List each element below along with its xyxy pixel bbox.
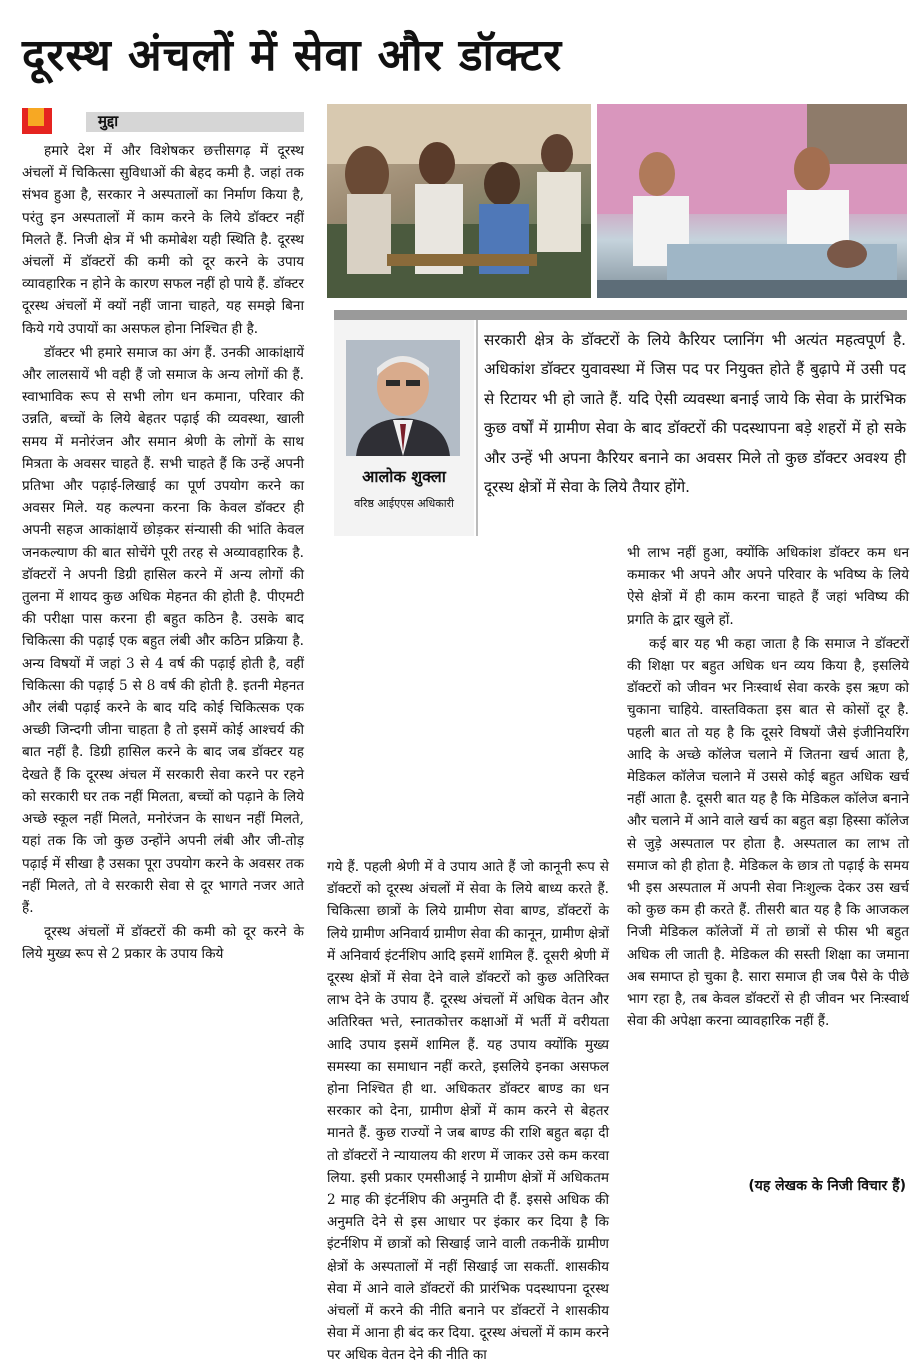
column1-paragraph-1: हमारे देश में और विशेषकर छत्तीसगढ़ में दूरस्थ अंचलों में चिकित्सा सुविधाओं की बेहद कमी है. जहां तक संभव हुआ है, सरकार ने अस्पतालों का निर्माण किया है, परंतु इन अस्पतालों में काम करने के लिये डॉक्टर नहीं मिलते हैं. निजी क्षेत्र में भी कमोबेश यही स्थिति है. दूरस्थ अंचलों में डॉक्टरों की कमी को दूर करने के उपाय व्यावहारिक न होने के कारण सफल नहीं हो पाये हैं. डॉक्टर दूरस्थ अंचलों में क्यों नहीं जाना चाहते, यह समझे बिना किये गये उपायों का असफल होना निश्चित ही है.: [22, 143, 304, 337]
author-name: आलोक शुक्ला: [362, 467, 446, 486]
pull-quote: सरकारी क्षेत्र के डॉक्टरों के लिये कैरियर प्लानिंग भी अत्यंत महत्वपूर्ण है. अधिकांश डॉक्टर युवावस्था में जिस पद पर नियुक्त होते हैं बुढ़ापे में उसी पद से रिटायर भी हो जाते हैं. यदि ऐसी व्यवस्था बनाई जाये कि सेवा के प्रारंभिक कुछ वर्षों में ग्रामीण सेवा के बाद डॉक्टरों की पदस्थापना बड़े शहरों में हो सके और उन्हें भी अपना कैरियर बनाने का अवसर मिले तो कुछ डॉक्टर अवश्य ही दूरस्थ क्षेत्रों में सेवा के लिये तैयार होंगे.: [484, 331, 906, 497]
author-portrait-illustration: [346, 340, 460, 456]
hospital-checkup-illustration: [597, 104, 907, 298]
article-column-1: [22, 140, 304, 968]
article-column-3: [627, 542, 909, 1034]
section-bar: [86, 112, 304, 132]
pull-quote-top-bar: [334, 310, 907, 320]
section-label: मुद्दा: [98, 112, 119, 130]
column1-paragraph-2: डॉक्टर भी हमारे समाज का अंग हैं. उनकी आकांक्षायें और लालसायें भी वही हैं जो समाज के अन्य लोगों की हैं. स्वाभाविक रूप से सभी लोग धन कमाना, परिवार की उन्नति, बच्चों के लिये बेहतर पढ़ाई की व्यवस्था, खाली समय में मनोरंजन और समान श्रेणी के लोगों के साथ मित्रता के अवसर चाहते हैं. सभी चाहते हैं कि उन्हें अपनी प्रतिभा और पढ़ाई-लिखाई का पूर्ण उपयोग करने का अवसर मिले. यह कल्पना करना कि केवल डॉक्टर ही अपनी सहज आकांक्षायें छोड़कर संन्यासी की भांति केवल जनकल्याण की बात सोचेंगे पूरी तरह से अव्यावहारिक है. डॉक्टरों ने अपनी डिग्री हासिल करने में अन्य लोगों की तुलना में शायद कुछ अधिक मेहनत की होती है. पीएमटी की परीक्षा पास करना ही बहुत कठिन है. उसके बाद चिकित्सा की पढ़ाई एक बहुत लंबी और कठिन प्रक्रिया है. अन्य विषयों में जहां 3 से 4 वर्ष की पढ़ाई होती है, वहीं चिकित्सा की पढ़ाई 5 से 8 वर्ष की होती है. इतनी मेहनत और लंबी पढ़ाई करने के बाद यदि कोई चिकित्सक एक अच्छी जिन्दगी जीना चाहता है तो इसमें कोई आश्चर्य की बात नहीं है. डिग्री हासिल करने के बाद जब डॉक्टर यह देखते हैं कि दूरस्थ अंचल में सरकारी सेवा करने पर रहने को सरकारी घर तक नहीं मिलता, बच्चों को पढ़ाने के लिये अच्छे स्कूल नहीं मिलते, मनोरंजन के साधन नहीं मिलते, यहां तक कि जो कुछ उन्होंने अपनी लंबी और जी-तोड़ पढ़ाई में सीखा है उसका पूरा उपयोग करने के अवसर तक नहीं मिलते, तो वे सरकारी सेवा से दूर भागते नजर आते हैं.: [22, 344, 304, 916]
section-tag: [22, 108, 304, 134]
village-health-camp-photo: [327, 104, 591, 298]
article-column-2: [327, 856, 609, 1369]
hospital-checkup-photo: [597, 104, 907, 298]
village-health-camp-illustration: [327, 104, 591, 298]
pull-quote-divider: [476, 320, 478, 536]
column3-paragraph-1: भी लाभ नहीं हुआ, क्योंकि अधिकांश डॉक्टर कम धन कमाकर भी अपने और अपने परिवार के भविष्य के लिये ऐसे क्षेत्रों में ही काम करना चाहते हैं जहां भविष्य की प्रगति के द्वार खुले हों.: [627, 545, 909, 628]
column1-paragraph-3: दूरस्थ अंचलों में डॉक्टरों की कमी को दूर करने के लिये मुख्य रूप से 2 प्रकार के उपाय किये: [22, 924, 304, 963]
column2-paragraph-1: गये हैं. पहली श्रेणी में वे उपाय आते हैं जो कानूनी रूप से डॉक्टरों को दूरस्थ अंचलों में सेवा के लिये बाध्य करते हैं. चिकित्सा छात्रों के लिये ग्रामीण सेवा बाण्ड, डॉक्टरों के लिये ग्रामीण अनिवार्य ग्रामीण सेवा की कानून, ग्रामीण क्षेत्रों में अनिवार्य इंटर्नशिप आदि इसमें शामिल हैं. दूसरी श्रेणी में दूरस्थ क्षेत्रों में सेवा देने वाले डॉक्टरों को कुछ अतिरिक्त लाभ देने के उपाय हैं. दूरस्थ अंचलों में अधिक वेतन और अतिरिक्त भत्ते, स्नातकोत्तर कक्षाओं में भर्ती में वरीयता आदि उपाय इसमें शामिल हैं. यह उपाय क्योंकि मुख्य समस्या का समाधान नहीं करते, इसलिये इनका असफल होना निश्चित ही था. अधिकतर डॉक्टर बाण्ड का धन सरकार को देना, ग्रामीण क्षेत्रों में काम करने से बेहतर मानते हैं. कुछ राज्यों ने जब बाण्ड की राशि बहुत बढ़ा दी तो डॉक्टरों ने न्यायालय की शरण में जाकर उसे कम करवा लिया. इसी प्रकार एमसीआई ने ग्रामीण क्षेत्रों में अधिकतम 2 माह की इंटर्नशिप की अनुमति दी हैं. इससे अधिक की अनुमति देने से इस आधार पर इंकार कर दिया है कि इंटर्नशिप में छात्रों को सिखाई जाने वाली तकनीकें ग्रामीण क्षेत्रों के अस्पतालों में नहीं सिखाई जा सकतीं. शासकीय सेवा में आने वाले डॉक्टरों की प्रारंभिक पदस्थापना दूरस्थ अंचलों में करने की नीति बनाने पर डॉक्टरों ने शासकीय सेवा में आना ही बंद कर दिया. दूरस्थ अंचलों में काम करने पर अधिक वेतन देने की नीति का: [327, 859, 609, 1364]
author-role: वरिष्ठ आईएएस अधिकारी: [354, 497, 454, 510]
author-portrait: [346, 340, 460, 456]
author-disclaimer: (यह लेखक के निजी विचार हैं): [748, 1178, 906, 1194]
section-marker-orange: [28, 108, 44, 126]
article-headline: दूरस्थ अंचलों में सेवा और डॉक्टर: [22, 30, 563, 81]
column3-paragraph-2: कई बार यह भी कहा जाता है कि समाज ने डॉक्टरों की शिक्षा पर बहुत अधिक धन व्यय किया है, इसलिये डॉक्टरों को जीवन भर निःस्वार्थ सेवा करके इस ऋण को चुकाना चाहिये. वास्तविकता इस बात से कोसों दूर है. पहली बात तो यह है कि दूसरे विषयों जैसे इंजीनियरिंग आदि के अच्छे कॉलेज चलाने में जितना खर्च आता है, मेडिकल कॉलेज चलाने में उससे कोई बहुत अधिक खर्च नहीं आता है. दूसरी बात यह है कि मेडिकल कॉलेज बनाने और चलाने में आने वाले खर्च का बहुत बड़ा हिस्सा कॉलेज से जुड़े अस्पताल पर होता है. अस्पताल का लाभ तो समाज को ही होता है. मेडिकल के छात्र तो पढ़ाई के समय भी इस अस्पताल में अपनी सेवा निःशुल्क देकर उस खर्च को कुछ कम ही करते हैं. तीसरी बात यह है कि आजकल निजी मेडिकल कॉलेजों में तो छात्रों से फीस भी बहुत अधिक ली जाती है. मेडिकल की सस्ती शिक्षा का जमाना अब समाप्त हो चुका है. सारा समाज ही जब पैसे के पीछे भाग रहा है, तब केवल डॉक्टरों से ही जीवन भर निःस्वार्थ सेवा की अपेक्षा करना व्यावहारिक नहीं हैं.: [627, 635, 909, 1030]
